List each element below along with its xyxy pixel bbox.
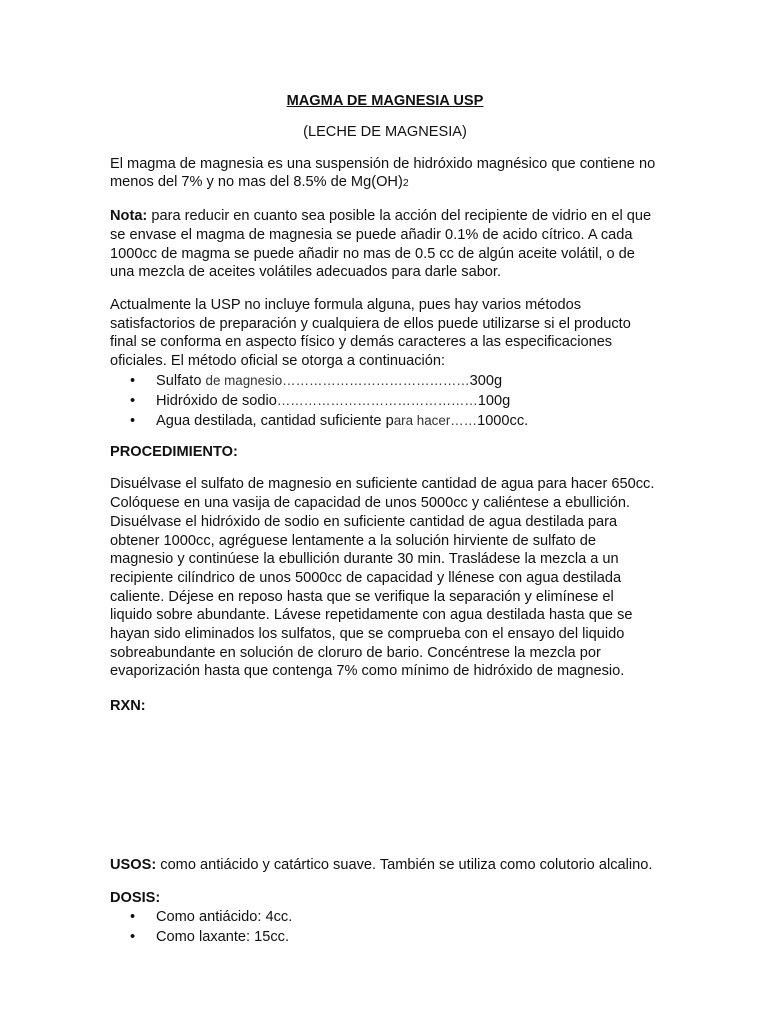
- ingredient-item: [110, 411, 660, 431]
- bullet-icon: •: [130, 909, 136, 926]
- dosis-item: [110, 927, 660, 947]
- ingredient-amount: 1000cc.: [477, 412, 529, 429]
- procedure-heading: PROCEDIMIENTO:: [110, 443, 238, 460]
- ingredients-list: [110, 371, 660, 431]
- dosis-list: [110, 907, 660, 947]
- ingredient-leader: ………………………………………: [276, 392, 478, 408]
- intro-text: El magma de magnesia es una suspensión de hidróxido magnésico que contiene no menos del 7% y no mas del 8.5% de Mg(OH): [110, 155, 656, 191]
- dosis-text: Como antiácido: 4cc.: [156, 909, 293, 926]
- dosis-heading: DOSIS:: [110, 889, 161, 906]
- bullet-icon: •: [130, 372, 136, 389]
- intro-paragraph: [110, 155, 660, 193]
- note-label: Nota:: [110, 208, 148, 225]
- usos-label: USOS:: [110, 856, 157, 873]
- bullet-icon: •: [130, 392, 136, 409]
- usos-paragraph: [110, 856, 660, 875]
- document-subtitle: (LECHE DE MAGNESIA): [303, 124, 467, 140]
- dosis-item: [110, 907, 660, 927]
- document-page: [110, 92, 660, 947]
- document-title: MAGMA DE MAGNESIA USP: [286, 93, 484, 109]
- ingredient-leader: ara hacer……: [393, 412, 478, 428]
- ingredient-name: Hidróxido de sodio: [156, 392, 277, 409]
- usp-paragraph: Actualmente la USP no incluye formula alguna, pues hay varios métodos satisfactorios de preparación y cualquiera de ellos puede utilizarse si el producto final se conforma en aspecto físico y demás caracteres a las especificaciones oficiales. El método oficial se otorga a continuación:: [110, 296, 631, 370]
- usos-text: como antiácido y catártico suave. También se utiliza como colutorio alcalino.: [156, 856, 653, 873]
- ingredient-amount: 300g: [469, 372, 503, 389]
- ingredient-item: [110, 391, 660, 411]
- note-text: para reducir en cuanto sea posible la acción del recipiente de vidrio en el que se envase el magma de magnesia se puede añadir 0.1% de acido cítrico. A cada 1000cc de magma se puede añadir no mas de 0.5 cc de algún aceite volátil, o de una mezcla de aceites volátiles adecuados para darle sabor.: [110, 208, 652, 281]
- ingredient-name: Sulfato: [156, 372, 206, 389]
- ingredient-name: Agua destilada, cantidad suficiente p: [156, 412, 394, 429]
- ingredient-leader: de magnesio……………………………………: [205, 372, 470, 388]
- ingredient-item: [110, 371, 660, 391]
- bullet-icon: •: [130, 929, 136, 946]
- intro-subscript: 2: [402, 177, 409, 190]
- bullet-icon: •: [130, 412, 136, 429]
- ingredient-amount: 100g: [477, 392, 511, 409]
- note-paragraph: [110, 207, 660, 282]
- procedure-text: Disuélvase el sulfato de magnesio en suficiente cantidad de agua para hacer 650cc. Colóquese en una vasija de capacidad de unos 5000cc y caliéntese a ebullición. Disuélvase el hidróxido de sodio en suficiente cantidad de agua destilada para obtener 1000cc, agréguese lentamente a la solución hirviente de sulfato de magnesio y continúese la ebullición durante 30 min. Trasládese la mezcla a un recipiente cilíndrico de unos 5000cc de capacidad y llénese con agua destilada caliente. Déjese en reposo hasta que se verifique la separación y elimínese el liquido sobre abundante. Lávese repetidamente con agua destilada hasta que se hayan sido eliminados los sulfatos, que se comprueba con el ensayo del liquido sobreabundante en solución de cloruro de bario. Concéntrese la mezcla por evaporización hasta que contenga 7% como mínimo de hidróxido de magnesio.: [110, 476, 655, 680]
- rxn-heading: RXN:: [110, 698, 146, 715]
- dosis-text: Como laxante: 15cc.: [156, 929, 290, 946]
